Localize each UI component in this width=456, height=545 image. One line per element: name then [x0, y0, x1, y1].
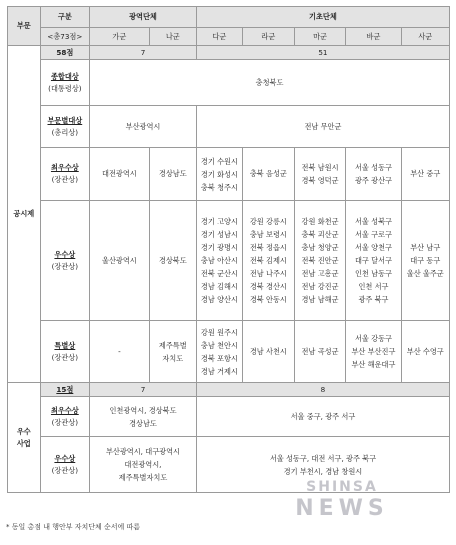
group-da: 다군 — [196, 28, 242, 46]
public-points-basic: 51 — [196, 46, 449, 60]
excellent-excellence-label: 최우수상 (장관상) — [40, 397, 89, 437]
grand-award-title: 종합대상 — [50, 71, 79, 81]
excellence-title: 최우수상 — [50, 163, 79, 172]
header-total-points: <총73점> — [40, 28, 89, 46]
special-cell: 서울 강동구 부산 부산진구 부산 해운대구 — [346, 321, 401, 383]
excellent-points-basic: 8 — [196, 383, 449, 397]
excellence-label — [40, 148, 89, 201]
special-cell: 강원 원주시 충남 천안시 경북 포항시 경남 거제시 — [196, 321, 242, 383]
merit-sub: (장관상) — [51, 261, 79, 271]
merit-label — [40, 201, 89, 321]
grand-award-winner: 충청북도 — [90, 60, 450, 106]
merit-cell: 강원 화천군 충북 괴산군 충남 청양군 전북 진안군 전남 고흥군 전남 강진군 경남 남해군 — [294, 201, 346, 321]
special-sub: (장관상) — [51, 352, 79, 362]
grand-award-sub: (대통령상) — [48, 83, 82, 93]
section-excellent-label: 우수 사업 — [8, 383, 41, 493]
header-basic: 기초단체 — [196, 7, 449, 28]
group-ga: 가군 — [90, 28, 150, 46]
excellent-merit-basic: 서울 성동구, 대전 서구, 광주 북구 경기 부천시, 경남 창원시 — [196, 437, 449, 493]
excellence-cell: 부산 중구 — [401, 148, 449, 201]
excellence-cell: 대전광역시 — [90, 148, 150, 201]
header-metropolitan: 광역단체 — [90, 7, 197, 28]
merit-cell: 경상북도 — [149, 201, 196, 321]
group-ma: 마군 — [294, 28, 346, 46]
group-ba: 바군 — [346, 28, 401, 46]
public-points-metro: 7 — [90, 46, 197, 60]
excellence-cell: 전북 남원시 경북 영덕군 — [294, 148, 346, 201]
excellent-merit-metro: 부산광역시, 대구광역시 대전광역시, 제주특별자치도 — [90, 437, 197, 493]
special-label — [40, 321, 89, 383]
excellence-cell: 서울 성동구 광주 광산구 — [346, 148, 401, 201]
excellence-cell: 경상남도 — [149, 148, 196, 201]
group-ra: 라군 — [242, 28, 294, 46]
group-sa: 사군 — [401, 28, 449, 46]
division-grand-sub: (총리상) — [51, 127, 79, 137]
special-cell: 경남 사천시 — [242, 321, 294, 383]
merit-cell: 강원 강릉시 충남 보령시 전북 정읍시 전북 김제시 전남 나주시 경북 경산시 경북 안동시 — [242, 201, 294, 321]
excellent-excellence-basic: 서울 중구, 광주 서구 — [196, 397, 449, 437]
excellent-merit-label: 우수상 (장관상) — [40, 437, 89, 493]
excellent-points-metro: 7 — [90, 383, 197, 397]
division-grand-title: 부문별대상 — [47, 115, 83, 125]
excellent-points-label: 15점 — [40, 383, 89, 397]
special-cell: 전남 곡성군 — [294, 321, 346, 383]
merit-cell: 서울 성북구 서울 구로구 서울 양천구 대구 달서구 인천 남동구 인천 서구 광주 북구 — [346, 201, 401, 321]
footnote: * 동일 총점 내 행안부 자치단체 순서에 따름 — [6, 523, 141, 531]
special-cell: 제주특별 자치도 — [149, 321, 196, 383]
division-grand-label — [40, 106, 89, 148]
grand-award-label — [40, 60, 89, 106]
merit-cell: 경기 고양시 경기 성남시 경기 광명시 충남 아산시 전북 군산시 경남 김해시 경남 양산시 — [196, 201, 242, 321]
merit-cell: 부산 남구 대구 동구 울산 울주군 — [401, 201, 449, 321]
special-cell: 부산 수영구 — [401, 321, 449, 383]
watermark-line2: NEWS — [295, 496, 389, 521]
excellence-sub: (장관상) — [51, 175, 79, 184]
special-cell: - — [90, 321, 150, 383]
division-grand-basic: 전남 무안군 — [196, 106, 449, 148]
public-points-label: 58점 — [40, 46, 89, 60]
header-category: 부문 — [8, 7, 41, 46]
header-division: 구분 — [40, 7, 89, 28]
excellence-cell: 충북 음성군 — [242, 148, 294, 201]
watermark-line1: SHINSA — [306, 479, 378, 495]
special-title: 특별상 — [54, 340, 76, 350]
merit-title: 우수상 — [54, 249, 76, 259]
awards-table — [7, 6, 450, 493]
group-na: 나군 — [149, 28, 196, 46]
excellence-cell: 경기 수원시 경기 화성시 충북 청주시 — [196, 148, 242, 201]
section-public-label: 공시제 — [8, 46, 41, 383]
division-grand-metro: 부산광역시 — [90, 106, 197, 148]
merit-cell: 울산광역시 — [90, 201, 150, 321]
excellent-excellence-metro: 인천광역시, 경상북도 경상남도 — [90, 397, 197, 437]
